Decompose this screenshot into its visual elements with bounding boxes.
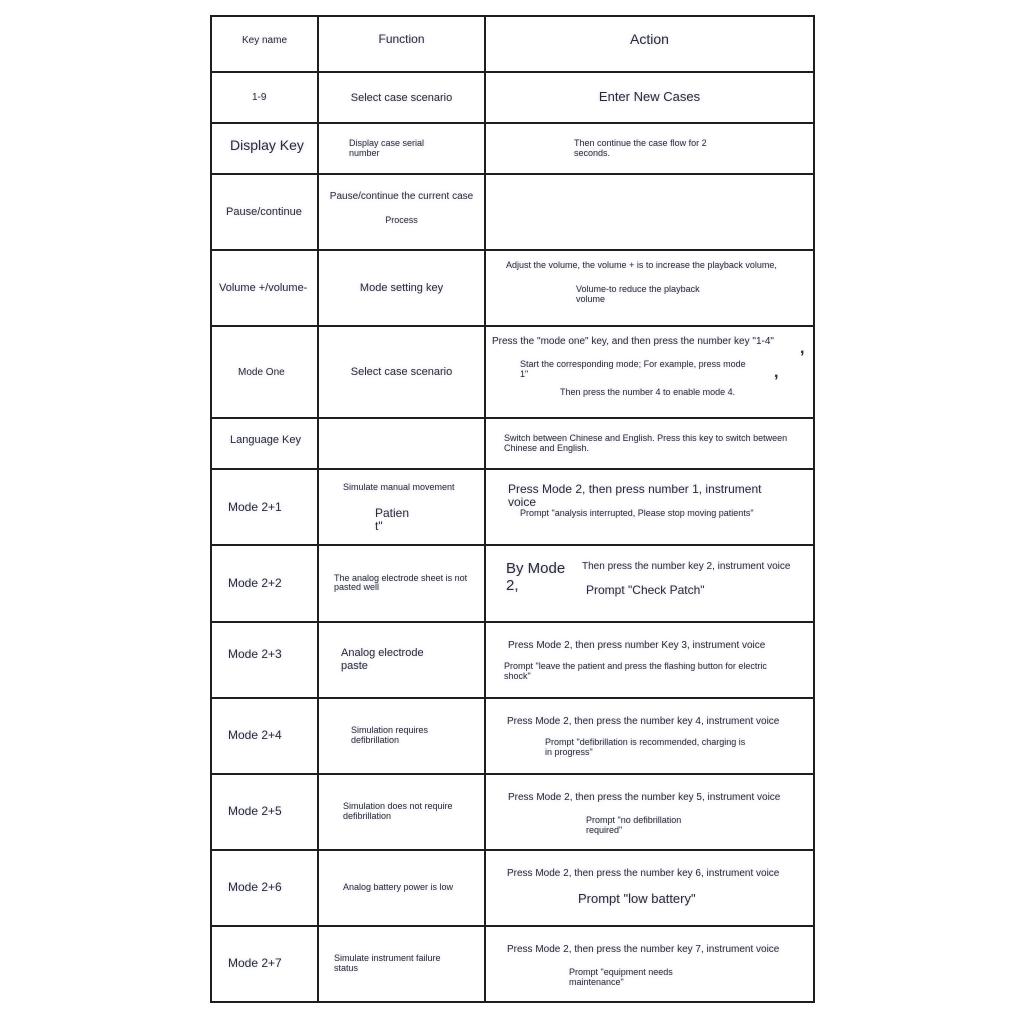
function-text: Simulate manual movement <box>343 482 455 493</box>
action-text: 2, <box>506 577 519 595</box>
action-text: Press Mode 2, then press the number key 7, instrument voice <box>507 943 780 955</box>
function-text: Analog electrode <box>341 647 424 660</box>
key-label: Mode 2+7 <box>228 956 282 971</box>
action-text: volume <box>576 294 606 305</box>
action-cell <box>485 926 814 1002</box>
action-cell <box>485 418 814 469</box>
header-function-label: Function <box>378 32 425 47</box>
key-cell <box>211 123 318 174</box>
key-label: Mode 2+3 <box>228 646 282 661</box>
action-text: Start the corresponding mode; For example, press mode <box>520 359 746 370</box>
action-text: Then press the number key 2, instrument voice <box>582 561 791 573</box>
function-cell <box>318 545 485 621</box>
action-text: Switch between Chinese and English. Press this key to switch between <box>504 432 788 443</box>
function-text: Pause/continue the current case <box>329 190 474 202</box>
action-text: Enter New Cases <box>598 89 701 105</box>
function-text: Simulation requires <box>351 724 429 735</box>
table-row <box>211 622 814 698</box>
table-row <box>211 926 814 1002</box>
action-cell <box>485 774 814 850</box>
action-text: seconds. <box>574 147 611 158</box>
table-row <box>211 250 814 326</box>
key-cell <box>211 622 318 698</box>
function-cell <box>318 123 485 174</box>
action-text: Then continue the case flow for 2 <box>574 137 707 148</box>
action-text: shock" <box>504 670 531 681</box>
key-cell <box>211 850 318 926</box>
action-comma: , <box>774 364 779 382</box>
action-text: 1" <box>520 369 529 380</box>
action-text: Prompt "low battery" <box>578 890 696 906</box>
action-text: Prompt "no defibrillation <box>586 814 682 825</box>
action-text: Prompt "defibrillation is recommended, charging is <box>545 736 746 747</box>
action-text: Prompt "equipment needs <box>569 966 673 977</box>
function-text: Simulation does not require <box>343 800 453 811</box>
table-row <box>211 774 814 850</box>
key-label: 1-9 <box>252 92 267 104</box>
header-action-label: Action <box>630 31 669 48</box>
action-text: Press Mode 2, then press number 1, instrument <box>508 482 762 497</box>
action-text: Adjust the volume, the volume + is to increase the playback volume, <box>506 260 777 271</box>
action-cell <box>485 698 814 774</box>
action-cell <box>485 250 814 326</box>
key-cell <box>211 174 318 250</box>
key-label: Mode 2+1 <box>228 499 282 514</box>
action-text: Press Mode 2, then press number Key 3, instrument voice <box>508 639 766 651</box>
action-cell <box>485 123 814 174</box>
key-cell <box>211 250 318 326</box>
key-cell <box>211 72 318 123</box>
action-cell <box>485 850 814 926</box>
key-label: Mode 2+6 <box>228 880 282 895</box>
action-text: Chinese and English. <box>504 442 590 453</box>
action-text: required" <box>586 824 623 835</box>
key-label: Volume +/volume- <box>219 282 308 295</box>
action-cell <box>485 326 814 418</box>
table-row <box>211 326 814 418</box>
action-cell <box>485 469 814 545</box>
action-text: Volume-to reduce the playback <box>576 284 700 295</box>
action-text: Prompt "leave the patient and press the flashing button for electric <box>504 660 767 671</box>
function-text: Analog battery power is low <box>343 881 454 892</box>
key-label: Display Key <box>230 136 304 153</box>
function-cell <box>318 698 485 774</box>
function-text: Select case scenario <box>350 91 453 104</box>
action-text: Prompt "analysis interrupted, Please stop moving patients" <box>520 508 754 519</box>
function-cell <box>318 774 485 850</box>
function-text: paste <box>341 659 368 672</box>
action-text: Press Mode 2, then press the number key 5, instrument voice <box>508 791 781 803</box>
header-key-name <box>211 16 318 72</box>
key-cell <box>211 545 318 621</box>
function-cell <box>318 850 485 926</box>
key-cell <box>211 326 318 418</box>
key-cell <box>211 774 318 850</box>
function-cell-empty <box>318 418 485 469</box>
header-action <box>485 16 814 72</box>
action-text: Prompt "Check Patch" <box>586 583 705 598</box>
table-row <box>211 469 814 545</box>
key-cell <box>211 926 318 1002</box>
header-function <box>318 16 485 72</box>
function-cell <box>318 622 485 698</box>
action-text: in progress" <box>545 746 593 757</box>
action-text: Press Mode 2, then press the number key 6, instrument voice <box>507 867 780 879</box>
header-key-name-label: Key name <box>241 34 288 46</box>
function-text: Mode setting key <box>359 282 444 295</box>
action-text: Press the "mode one" key, and then press the number key "1-4" <box>492 336 774 348</box>
table-row <box>211 123 814 174</box>
table-row <box>211 698 814 774</box>
function-cell <box>318 72 485 123</box>
action-cell-empty <box>485 174 814 250</box>
action-text: maintenance" <box>569 976 624 987</box>
action-text: voice <box>508 495 537 510</box>
function-cell <box>318 469 485 545</box>
function-text: Select case scenario <box>350 366 453 379</box>
table-row <box>211 72 814 123</box>
key-label: Mode One <box>238 366 285 378</box>
function-cell <box>318 250 485 326</box>
function-text: Process <box>385 214 418 225</box>
action-cell <box>485 72 814 123</box>
table-row <box>211 850 814 926</box>
function-text: defibrillation <box>351 734 400 745</box>
table-row <box>211 174 814 250</box>
action-text: Then press the number 4 to enable mode 4. <box>560 387 736 398</box>
key-label: Mode 2+4 <box>228 728 282 743</box>
function-cell <box>318 174 485 250</box>
function-text: t" <box>375 519 383 534</box>
action-cell <box>485 622 814 698</box>
function-text: Simulate instrument failure <box>334 952 441 963</box>
function-cell <box>318 926 485 1002</box>
key-label: Mode 2+2 <box>228 575 282 590</box>
action-cell <box>485 545 814 621</box>
function-text: defibrillation <box>343 810 392 821</box>
action-comma: , <box>800 340 805 358</box>
key-function-table <box>210 15 815 1003</box>
function-text: Display case serial <box>349 137 425 148</box>
key-cell <box>211 698 318 774</box>
key-label: Language Key <box>230 433 301 446</box>
function-text: status <box>334 962 359 973</box>
key-label: Mode 2+5 <box>228 804 282 819</box>
table-header-row <box>211 16 814 72</box>
key-cell <box>211 469 318 545</box>
action-text: Press Mode 2, then press the number key 4, instrument voice <box>507 715 780 727</box>
function-text: pasted well <box>334 582 380 593</box>
action-text: By Mode <box>506 560 566 578</box>
key-label: Pause/continue <box>226 206 302 219</box>
table-row <box>211 418 814 469</box>
function-cell <box>318 326 485 418</box>
function-text: Patien <box>375 506 410 521</box>
function-text: number <box>349 147 380 158</box>
table-row <box>211 545 814 621</box>
function-text: The analog electrode sheet is not <box>334 572 468 583</box>
key-cell <box>211 418 318 469</box>
